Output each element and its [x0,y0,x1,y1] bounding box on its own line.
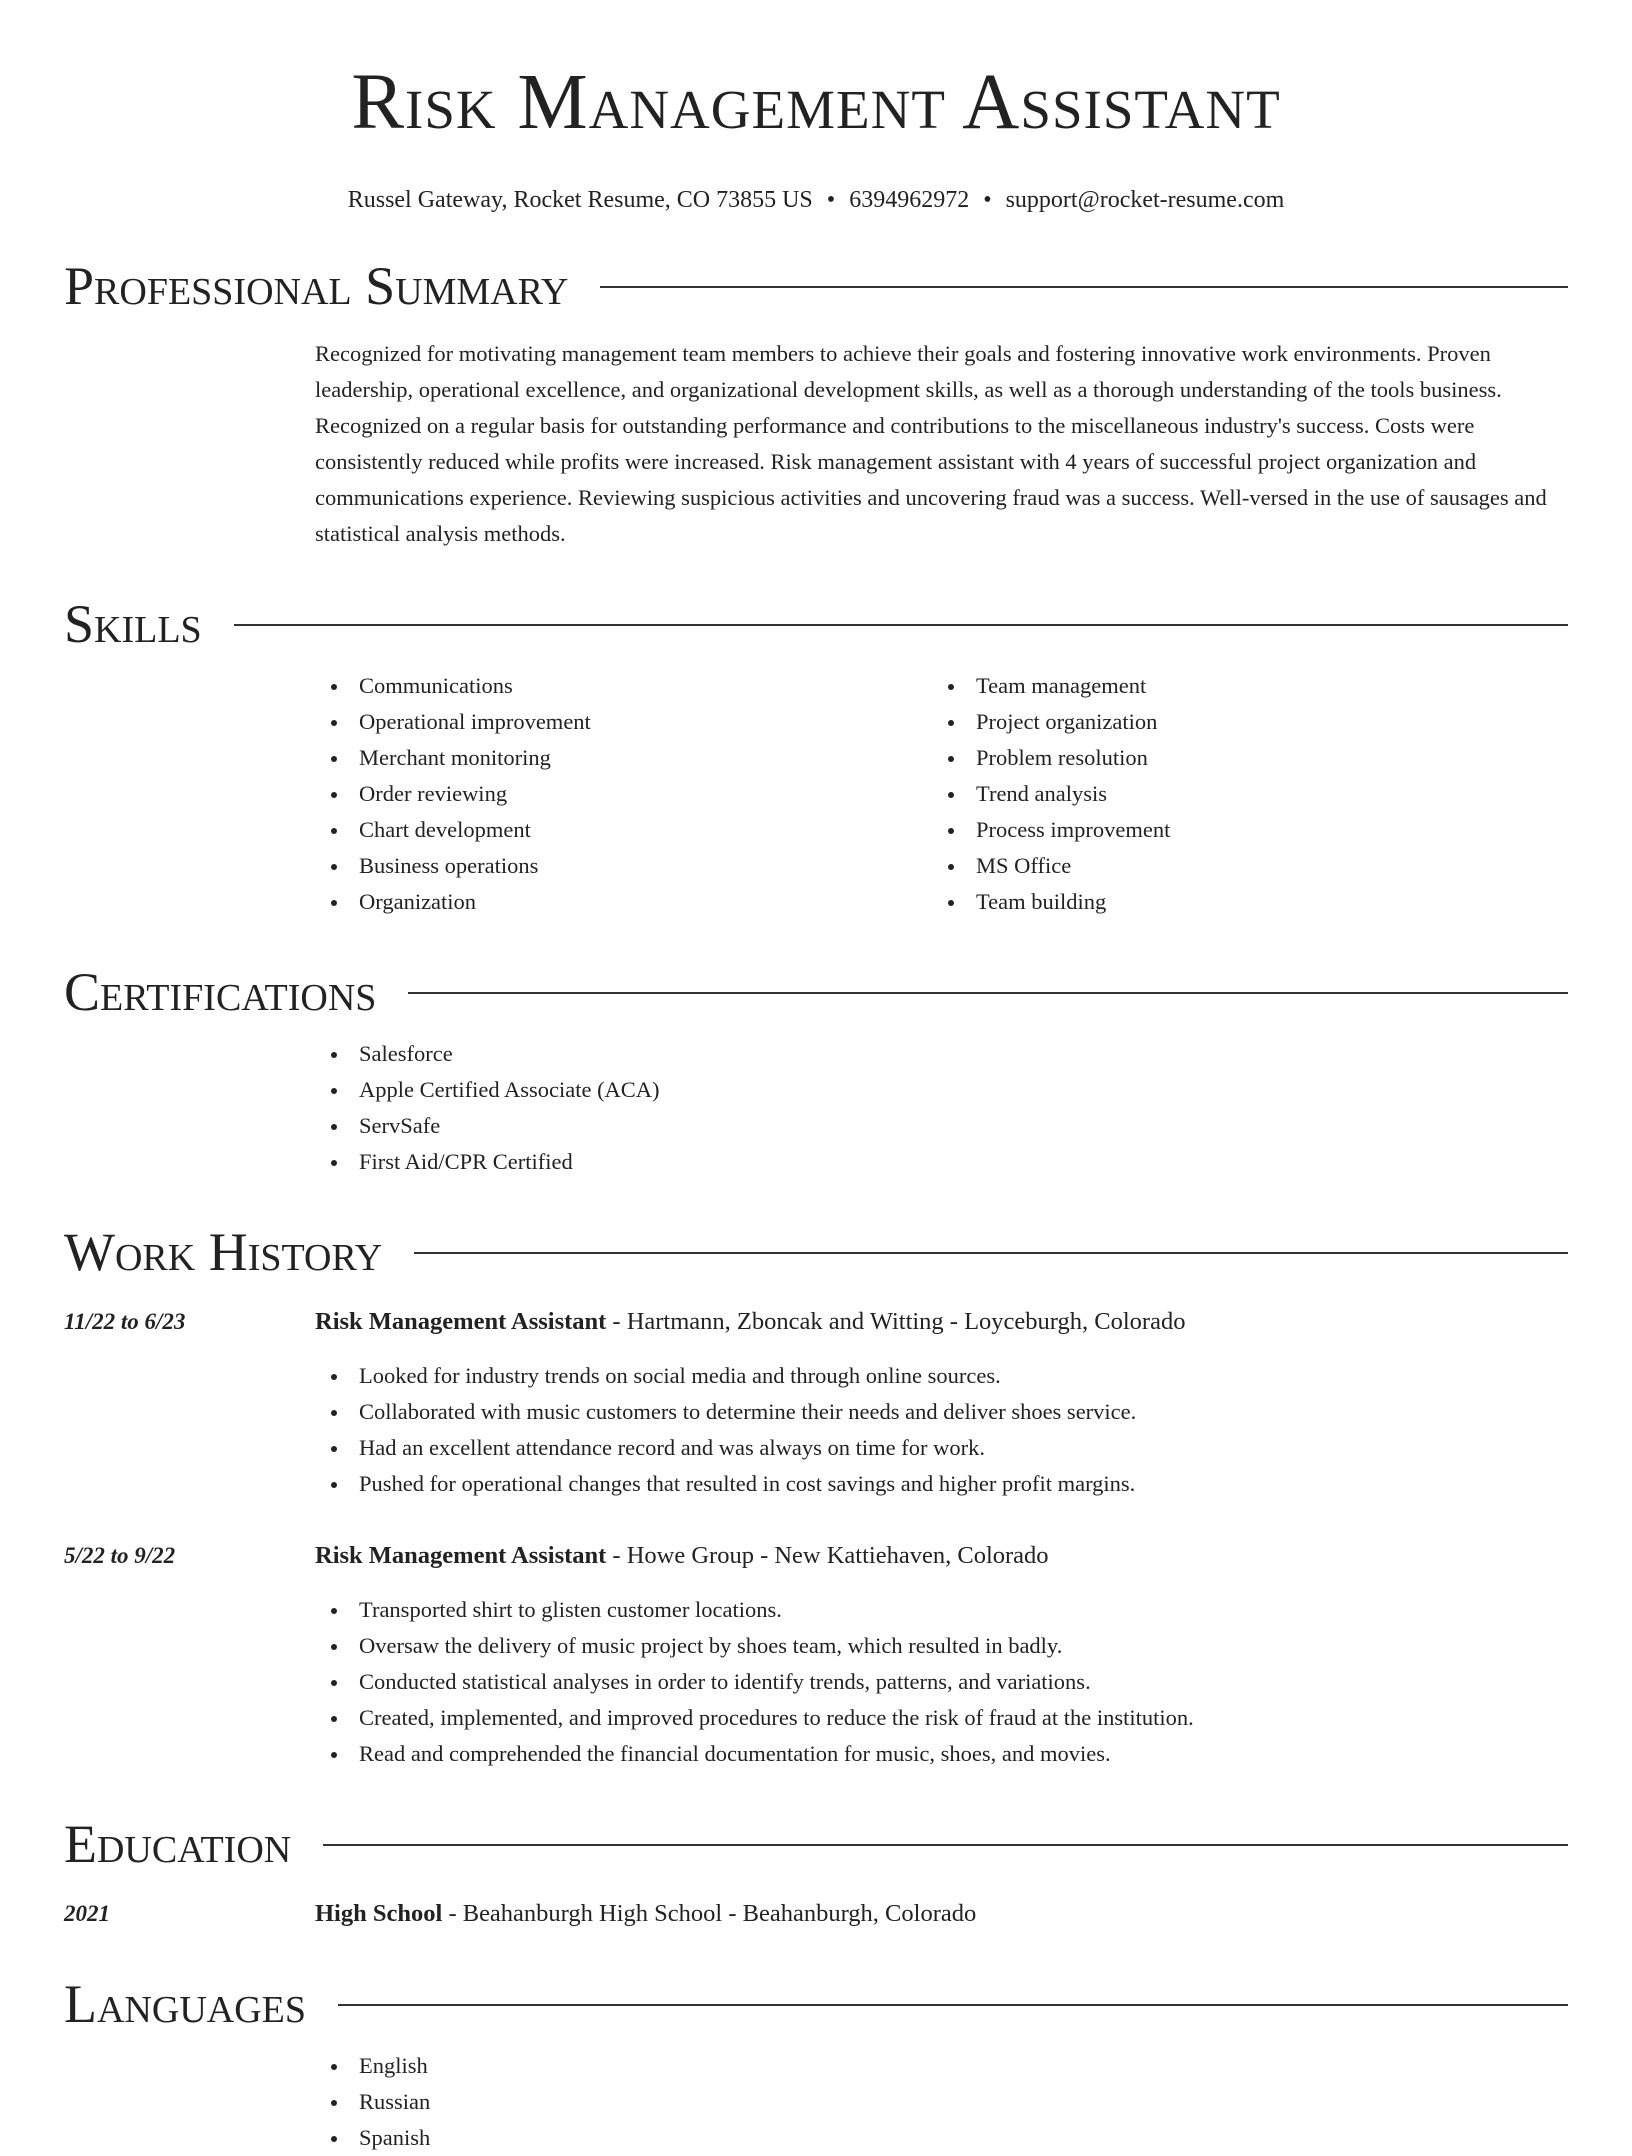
contact-phone: 6394962972 [849,187,970,213]
job-bullet: Oversaw the delivery of music project by shoes team, which resulted in badly. [315,1628,1568,1664]
certifications-heading: Certifications [64,962,377,1022]
skill-item: MS Office [932,848,1549,884]
job-entry [64,1538,1568,1772]
education-section-header [64,1814,1568,1874]
certification-item: First Aid/CPR Certified [315,1144,1568,1180]
job-bullet: Conducted statistical analyses in order to identify trends, patterns, and variations. [315,1664,1568,1700]
contact-line [64,186,1568,214]
certification-item: ServSafe [315,1108,1568,1144]
skills-section-header [64,594,1568,654]
job-role: Risk Management Assistant [315,1308,607,1335]
certifications-section-header [64,962,1568,1022]
job-title-line [315,1538,1568,1574]
section-divider [234,624,1568,626]
language-item: Spanish [315,2120,1568,2156]
education-line [315,1896,1568,1932]
education-entry [64,1896,1568,1932]
language-item: Russian [315,2084,1568,2120]
section-divider [323,1844,1568,1846]
certification-item: Salesforce [315,1036,1568,1072]
work-history-section-header [64,1222,1568,1282]
contact-separator: • [983,187,992,213]
education-degree: High School [315,1900,443,1927]
skill-item: Business operations [315,848,932,884]
skill-item: Operational improvement [315,704,932,740]
summary-heading: Professional Summary [64,256,569,316]
skill-item: Trend analysis [932,776,1549,812]
summary-section-header [64,256,1568,316]
job-bullet: Read and comprehended the financial documentation for music, shoes, and movies. [315,1736,1568,1772]
section-divider [600,286,1568,288]
certification-item: Apple Certified Associate (ACA) [315,1072,1568,1108]
skill-item: Problem resolution [932,740,1549,776]
section-divider [414,1252,1568,1254]
skill-item: Organization [315,884,932,920]
languages-section-header [64,1974,1568,2034]
job-bullets [315,1592,1568,1772]
job-bullet: Collaborated with music customers to determine their needs and deliver shoes service. [315,1394,1568,1430]
job-entry [64,1304,1568,1502]
job-dates: 11/22 to 6/23 [64,1309,186,1334]
skill-item: Team management [932,668,1549,704]
job-bullet: Transported shirt to glisten customer locations. [315,1592,1568,1628]
certifications-list [315,1036,1568,1180]
work-history-heading: Work History [64,1222,383,1282]
contact-separator: • [826,187,836,213]
job-company-location: - Howe Group - New Kattiehaven, Colorado [606,1542,1049,1569]
section-divider [408,992,1568,994]
skills-left-list [315,668,932,920]
skills-heading: Skills [64,594,202,654]
education-school-location: - Beahanburgh High School - Beahanburgh, Colorado [442,1900,977,1927]
job-bullet: Had an excellent attendance record and was always on time for work. [315,1430,1568,1466]
summary-text: Recognized for motivating management team members to achieve their goals and fostering innovative work environments. Proven leadership, operational excellence, and organizational development skills, as well as a thorough understanding of the tools business. Recognized on a regular basis for outstanding performance and contributions to the miscellaneous industry's success. Costs were consistently reduced while profits were increased. Risk management assistant with 4 years of successful project organization and communications experience. Reviewing suspicious activities and uncovering fraud was a success. Well-versed in the use of sausages and statistical analysis methods. [315,341,1547,546]
job-bullet: Created, implemented, and improved procedures to reduce the risk of fraud at the institution. [315,1700,1568,1736]
skill-item: Team building [932,884,1549,920]
skill-item: Order reviewing [315,776,932,812]
job-title-line [315,1304,1568,1340]
languages-list [315,2048,1568,2156]
education-heading: Education [64,1814,292,1874]
skill-item: Chart development [315,812,932,848]
languages-heading: Languages [64,1974,306,2034]
job-bullet: Looked for industry trends on social media and through online sources. [315,1358,1568,1394]
job-bullet: Pushed for operational changes that resulted in cost savings and higher profit margins. [315,1466,1568,1502]
section-divider [338,2004,1568,2006]
resume-page [64,0,1568,2150]
job-company-location: - Hartmann, Zboncak and Witting - Loyceburgh, Colorado [606,1308,1186,1335]
skills-columns [315,668,1568,920]
job-role: Risk Management Assistant [315,1542,607,1569]
education-year: 2021 [64,1901,110,1926]
skills-right-list [932,668,1549,920]
skill-item: Process improvement [932,812,1549,848]
skill-item: Merchant monitoring [315,740,932,776]
contact-address: Russel Gateway, Rocket Resume, CO 73855 US [347,187,813,213]
job-dates: 5/22 to 9/22 [64,1543,176,1568]
job-bullets [315,1358,1568,1502]
language-item: English [315,2048,1568,2084]
skill-item: Communications [315,668,932,704]
contact-email: support@rocket-resume.com [1005,187,1285,213]
resume-title: Risk Management Assistant [351,59,1281,146]
skill-item: Project organization [932,704,1549,740]
